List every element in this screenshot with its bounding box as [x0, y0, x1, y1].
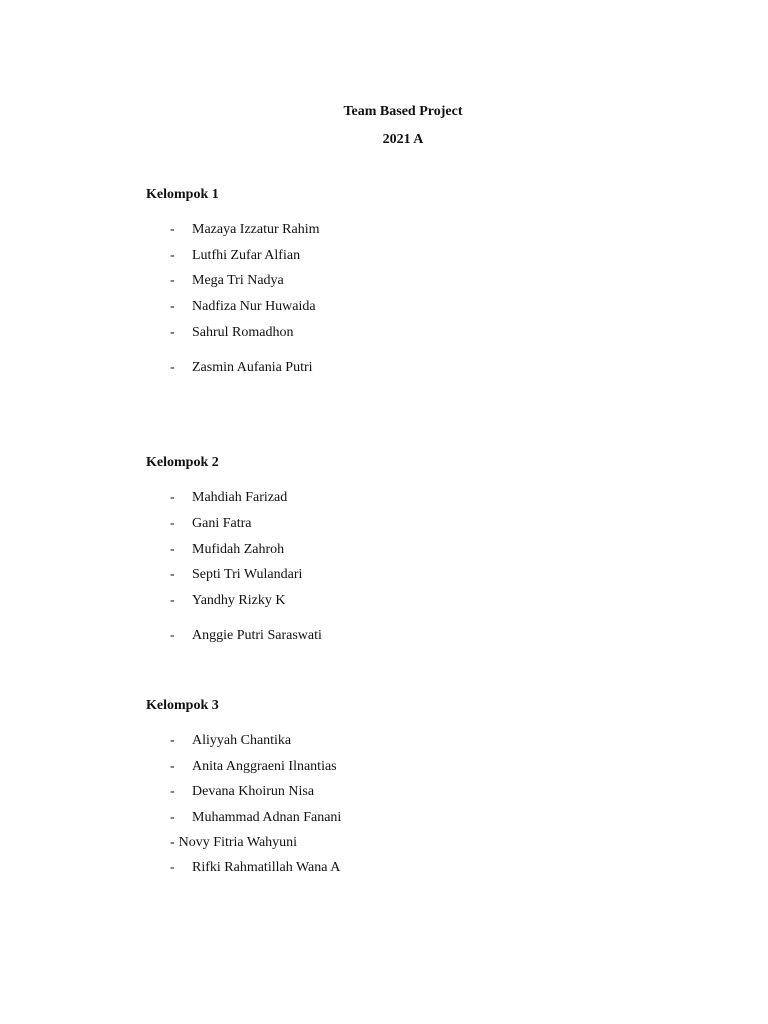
list-item	[170, 542, 284, 558]
list-bullet: -	[170, 759, 175, 774]
document-subtitle: 2021 A	[382, 132, 424, 147]
member-name: Mega Tri Nadya	[192, 273, 284, 288]
list-item	[170, 516, 251, 532]
list-bullet: -	[170, 784, 175, 799]
member-name: Rifki Rahmatillah Wana A	[192, 860, 341, 875]
member-name: Mahdiah Farizad	[192, 490, 288, 505]
list-item	[170, 628, 322, 644]
group-heading-2: Kelompok 2	[146, 455, 219, 470]
member-name: Anggie Putri Saraswati	[192, 628, 322, 643]
list-bullet: -	[170, 860, 175, 875]
list-item	[170, 222, 320, 238]
list-bullet: -	[170, 542, 175, 557]
list-bullet: -	[170, 490, 175, 505]
list-item	[170, 325, 294, 341]
list-bullet: -	[170, 835, 175, 850]
document-title: Team Based Project	[343, 104, 463, 119]
member-name: Devana Khoirun Nisa	[192, 784, 315, 799]
list-item	[170, 733, 291, 749]
member-name: Muhammad Adnan Fanani	[192, 810, 342, 825]
member-name: Mazaya Izzatur Rahim	[192, 222, 320, 237]
member-name: Yandhy Rizky K	[192, 593, 286, 608]
list-item	[170, 360, 313, 376]
list-bullet: -	[170, 516, 175, 531]
list-bullet: -	[170, 273, 175, 288]
member-name: Septi Tri Wulandari	[192, 567, 303, 582]
list-bullet: -	[170, 567, 175, 582]
group-heading-3: Kelompok 3	[146, 698, 219, 713]
member-name: Nadfiza Nur Huwaida	[192, 299, 316, 314]
list-bullet: -	[170, 810, 175, 825]
list-bullet: -	[170, 222, 175, 237]
member-name: Sahrul Romadhon	[192, 325, 294, 340]
list-bullet: -	[170, 733, 175, 748]
list-bullet: -	[170, 628, 175, 643]
member-name: Lutfhi Zufar Alfian	[192, 248, 301, 263]
list-item	[170, 567, 302, 583]
list-bullet: -	[170, 248, 175, 263]
list-bullet: -	[170, 299, 175, 314]
member-name: Novy Fitria Wahyuni	[178, 835, 298, 850]
list-bullet: -	[170, 325, 175, 340]
member-name: Anita Anggraeni Ilnantias	[192, 759, 337, 774]
member-name: Aliyyah Chantika	[192, 733, 292, 748]
list-item	[170, 784, 314, 800]
list-bullet: -	[170, 593, 175, 608]
list-item	[170, 248, 300, 264]
list-item	[170, 299, 316, 315]
list-item	[170, 759, 337, 775]
member-name: Mufidah Zahroh	[192, 542, 285, 557]
member-name: Gani Fatra	[192, 516, 252, 531]
group-heading-1: Kelompok 1	[146, 187, 219, 202]
list-item	[170, 810, 341, 826]
list-item	[170, 273, 284, 289]
list-item	[170, 490, 287, 506]
list-item	[170, 593, 285, 609]
list-item	[170, 860, 340, 876]
list-item	[170, 835, 297, 851]
list-bullet: -	[170, 360, 175, 375]
member-name: Zasmin Aufania Putri	[192, 360, 313, 375]
